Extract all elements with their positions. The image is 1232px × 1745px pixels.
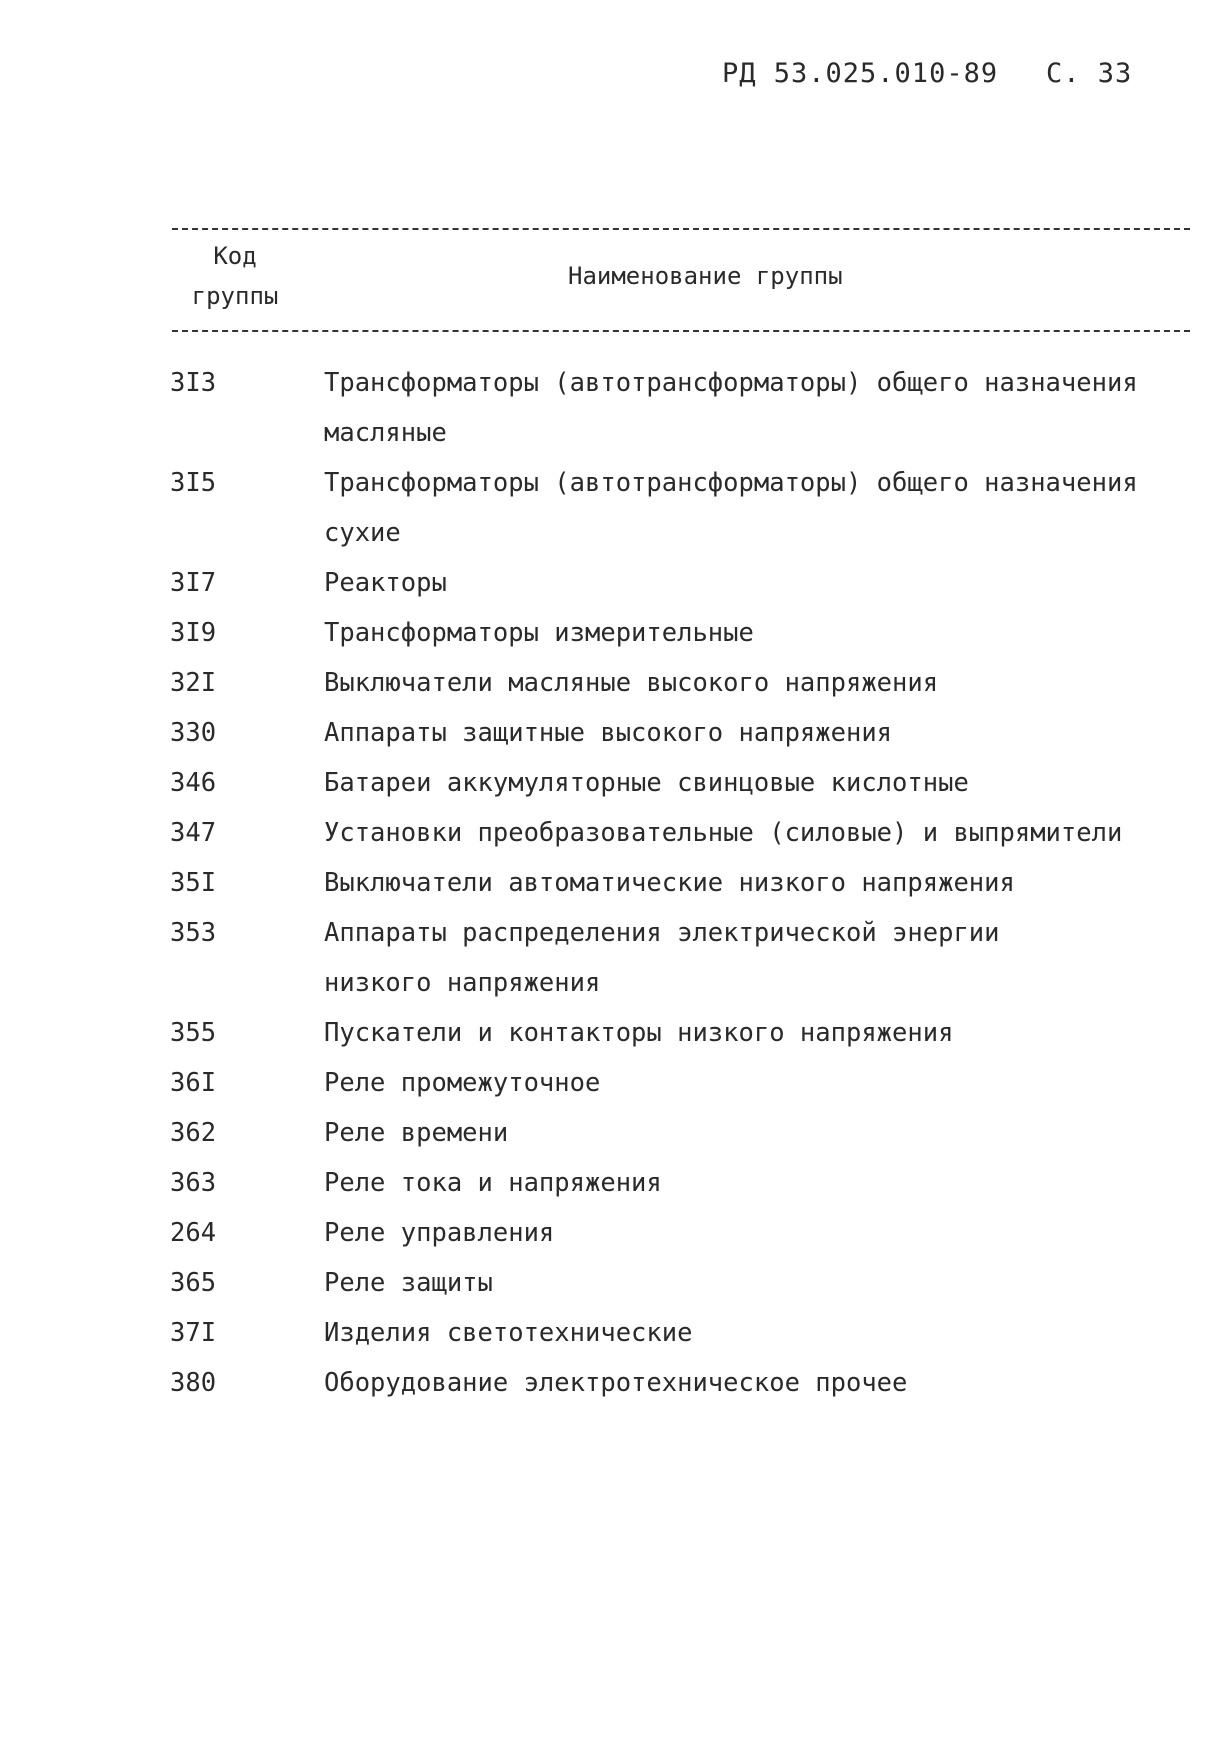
group-name: Оборудование электротехническое прочее [324,1368,908,1398]
group-name: Трансформаторы (автотрансформаторы) общего назначения сухие [324,468,1154,548]
column-header-code-line1: Код [213,242,257,270]
group-code: 32I [170,668,217,698]
group-code: 362 [170,1118,217,1148]
group-code: 36I [170,1068,217,1098]
group-name: Выключатели автоматические низкого напряжения [324,868,1015,898]
group-name: Пускатели и контакторы низкого напряжения [324,1018,954,1048]
group-code: 380 [170,1368,217,1398]
group-code: 330 [170,718,217,748]
group-name: Аппараты распределения электрической энергии низкого напряжения [324,918,1000,998]
table-row [0,1058,1232,1108]
group-code: 37I [170,1318,217,1348]
group-name: Изделия светотехнические [324,1318,693,1348]
group-name: Выключатели масляные высокого напряжения [324,668,939,698]
column-header-code-line2: группы [191,282,279,310]
page-number: С. 33 [1046,58,1133,89]
table-row [0,608,1232,658]
group-name: Аппараты защитные высокого напряжения [324,718,893,748]
group-name: Установки преобразовательные (силовые) и выпрямители [324,818,1123,848]
group-code: 346 [170,768,217,798]
group-code: 35I [170,868,217,898]
table-row [0,908,1232,1008]
group-code: 264 [170,1218,217,1248]
table-row [0,1358,1232,1408]
table-row [0,1158,1232,1208]
group-name: Трансформаторы (автотрансформаторы) общего назначения масляные [324,368,1154,448]
group-name: Реле защиты [324,1268,493,1298]
group-code: 3I3 [170,368,217,398]
group-name: Реакторы [324,568,447,598]
table-top-rule [172,228,1190,230]
table-row [0,1208,1232,1258]
table-row [0,658,1232,708]
column-header-code [180,236,290,316]
column-header-name: Наименование группы [568,262,843,290]
group-name: Батареи аккумуляторные свинцовые кислотные [324,768,969,798]
table-row [0,458,1232,558]
table-row [0,758,1232,808]
table-row [0,708,1232,758]
group-name: Реле времени [324,1118,509,1148]
group-code: 347 [170,818,217,848]
group-code: 3I5 [170,468,217,498]
group-code: 3I9 [170,618,217,648]
table-row [0,358,1232,458]
document-code: РД 53.025.010-89 [722,58,999,89]
group-name: Трансформаторы измерительные [324,618,754,648]
table-row [0,1108,1232,1158]
group-code: 353 [170,918,217,948]
table-row [0,558,1232,608]
table-row [0,1008,1232,1058]
table-body [0,358,1232,1408]
group-code: 355 [170,1018,217,1048]
group-code: 365 [170,1268,217,1298]
group-name: Реле тока и напряжения [324,1168,662,1198]
group-name: Реле управления [324,1218,555,1248]
table-row [0,808,1232,858]
group-code: 363 [170,1168,217,1198]
table-header-rule [172,330,1190,332]
table-row [0,858,1232,908]
group-name: Реле промежуточное [324,1068,601,1098]
table-row [0,1308,1232,1358]
group-code: 3I7 [170,568,217,598]
table-row [0,1258,1232,1308]
